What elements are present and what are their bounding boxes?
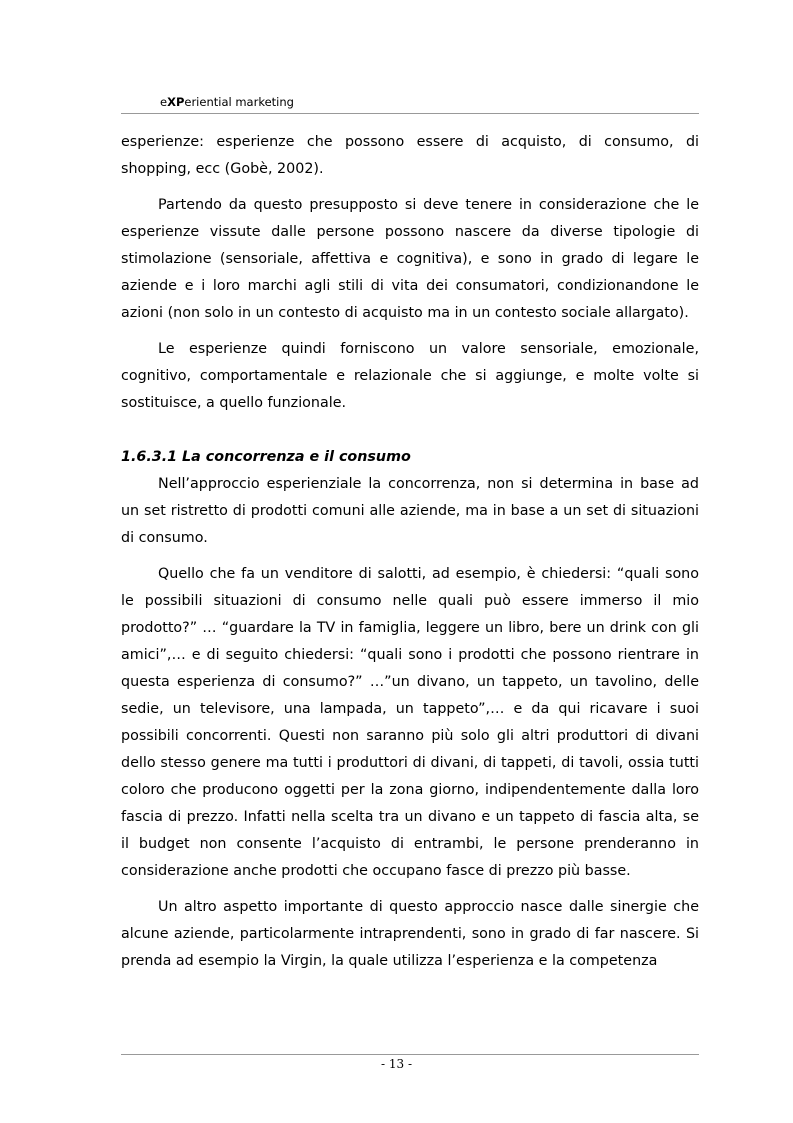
header-suffix: eriential marketing bbox=[184, 95, 294, 109]
section-heading: 1.6.3.1 La concorrenza e il consumo bbox=[121, 449, 411, 465]
running-header bbox=[160, 95, 294, 109]
footer-divider bbox=[121, 1054, 699, 1055]
page-body bbox=[121, 129, 699, 975]
paragraph: Partendo da questo presupposto si deve tenere in considerazione che le esperienze vissute dalle persone possono nascere da diverse tipologie di stimolazione (sensoriale, affettiva e cognitiva), e sono in grado di legare le aziende e i loro marchi agli stili di vita dei consumatori, condizionandone le azioni (non solo in un contesto di acquisto ma in un contesto sociale allargato). bbox=[121, 197, 699, 321]
paragraph-continuation: esperienze: esperienze che possono essere di acquisto, di consumo, di shopping, ecc (Gobè, 2002). bbox=[121, 134, 699, 177]
page-number: - 13 - bbox=[380, 1057, 412, 1071]
header-divider bbox=[121, 113, 699, 114]
paragraph: Nell’approccio esperienziale la concorrenza, non si determina in base ad un set ristretto di prodotti comuni alle aziende, ma in base a un set di situazioni di consumo. bbox=[121, 476, 699, 546]
paragraph: Un altro aspetto importante di questo approccio nasce dalle sinergie che alcune aziende, particolarmente intraprendenti, sono in grado di far nascere. Si prenda ad esempio la Virgin, la quale utilizza l’esperienza e la competenza bbox=[121, 899, 699, 969]
header-prefix: e bbox=[160, 95, 168, 109]
header-bold: XP bbox=[167, 95, 185, 109]
paragraph: Quello che fa un venditore di salotti, ad esempio, è chiedersi: “quali sono le possibili situazioni di consumo nelle quali può essere immerso il mio prodotto?” … “guardare la TV in famiglia, leggere un libro, bere un drink con gli amici”,… e di seguito chiedersi: “quali sono i prodotti che possono rientrare in questa esperienza di consumo?” …”un divano, un tappeto, un tavolino, delle sedie, un televisore, una lampada, un tappeto”,… e da qui ricavare i suoi possibili concorrenti. Questi non saranno più solo gli altri produttori di divani dello stesso genere ma tutti i produttori di divani, di tappeti, di tavoli, ossia tutti coloro che producono oggetti per la zona giorno, indipendentemente dalla loro fascia di prezzo. Infatti nella scelta tra un divano e un tappeto di fascia alta, se il budget non consente l’acquisto di entrambi, le persone prenderanno in considerazione anche prodotti che occupano fasce di prezzo più basse. bbox=[121, 566, 699, 879]
paragraph: Le esperienze quindi forniscono un valore sensoriale, emozionale, cognitivo, comportamentale e relazionale che si aggiunge, e molte volte si sostituisce, a quello funzionale. bbox=[121, 341, 699, 411]
